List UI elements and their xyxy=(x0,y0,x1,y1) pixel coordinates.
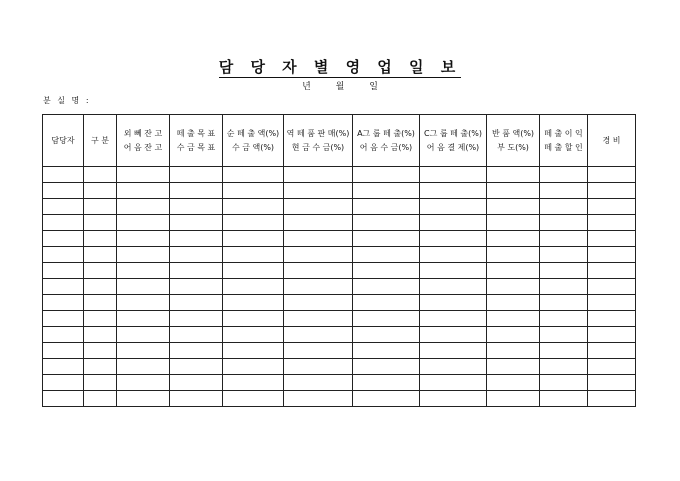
header-net-sales-line1: 순 떼 출 액(%) xyxy=(226,128,280,138)
table-cell[interactable] xyxy=(117,295,170,311)
header-product-sales xyxy=(284,115,353,167)
table-cell[interactable] xyxy=(43,183,84,199)
table-cell[interactable] xyxy=(284,391,353,407)
table-cell[interactable] xyxy=(117,231,170,247)
table-cell[interactable] xyxy=(540,391,588,407)
header-returns-line2: 부 도(%) xyxy=(497,142,529,152)
date-year-label: 년 xyxy=(302,82,311,92)
table-cell[interactable] xyxy=(43,167,84,183)
table-cell[interactable] xyxy=(540,311,588,327)
table-cell[interactable] xyxy=(284,167,353,183)
table-row xyxy=(43,199,636,215)
table-cell[interactable] xyxy=(540,247,588,263)
header-net-sales xyxy=(223,115,284,167)
table-cell[interactable] xyxy=(43,231,84,247)
table-cell[interactable] xyxy=(84,375,117,391)
table-cell[interactable] xyxy=(487,215,540,231)
table-cell[interactable] xyxy=(487,391,540,407)
table-row xyxy=(43,311,636,327)
table-cell[interactable] xyxy=(43,247,84,263)
table-cell[interactable] xyxy=(487,231,540,247)
header-targets-line1: 떼 출 목 표 xyxy=(176,128,216,138)
table-cell[interactable] xyxy=(588,391,636,407)
table-cell[interactable] xyxy=(284,311,353,327)
table-cell[interactable] xyxy=(43,359,84,375)
table-cell[interactable] xyxy=(117,343,170,359)
table-cell[interactable] xyxy=(540,295,588,311)
header-expenses xyxy=(588,115,636,167)
table-cell[interactable] xyxy=(540,199,588,215)
table-cell[interactable] xyxy=(588,295,636,311)
table-cell[interactable] xyxy=(223,183,284,199)
table-cell[interactable] xyxy=(84,359,117,375)
table-cell[interactable] xyxy=(84,247,117,263)
table-cell[interactable] xyxy=(43,311,84,327)
table-cell[interactable] xyxy=(84,311,117,327)
table-cell[interactable] xyxy=(487,343,540,359)
table-cell[interactable] xyxy=(84,167,117,183)
table-row xyxy=(43,391,636,407)
table-cell[interactable] xyxy=(284,215,353,231)
table-cell[interactable] xyxy=(43,391,84,407)
table-cell[interactable] xyxy=(588,311,636,327)
table-cell[interactable] xyxy=(43,199,84,215)
table-cell[interactable] xyxy=(588,327,636,343)
table-cell[interactable] xyxy=(284,263,353,279)
table-cell[interactable] xyxy=(588,231,636,247)
table-cell[interactable] xyxy=(284,327,353,343)
header-balances xyxy=(117,115,170,167)
table-cell[interactable] xyxy=(588,375,636,391)
header-product-sales-line2: 현 금 수 금(%) xyxy=(291,142,345,152)
table-cell[interactable] xyxy=(43,263,84,279)
table-cell[interactable] xyxy=(420,343,487,359)
table-cell[interactable] xyxy=(540,279,588,295)
table-cell[interactable] xyxy=(588,359,636,375)
table-row xyxy=(43,375,636,391)
header-profit-line1: 떼 출 이 익 xyxy=(544,128,583,138)
table-cell[interactable] xyxy=(420,311,487,327)
table-cell[interactable] xyxy=(420,183,487,199)
header-expenses-label: 경 비 xyxy=(602,135,621,145)
table-cell[interactable] xyxy=(117,311,170,327)
table-cell[interactable] xyxy=(284,343,353,359)
table-cell[interactable] xyxy=(540,215,588,231)
table-cell[interactable] xyxy=(43,279,84,295)
table-cell[interactable] xyxy=(353,231,420,247)
table-cell[interactable] xyxy=(420,167,487,183)
table-cell[interactable] xyxy=(170,199,223,215)
date-day-label: 일 xyxy=(369,82,378,92)
table-cell[interactable] xyxy=(487,247,540,263)
table-cell[interactable] xyxy=(588,263,636,279)
branch-label: 분 실 명 : xyxy=(43,96,91,105)
table-cell[interactable] xyxy=(420,375,487,391)
table-cell[interactable] xyxy=(487,263,540,279)
header-manager-label: 담당자 xyxy=(51,135,75,145)
header-profit-line2: 떼 출 할 인 xyxy=(544,142,583,152)
table-cell[interactable] xyxy=(487,279,540,295)
table-cell[interactable] xyxy=(223,295,284,311)
table-cell[interactable] xyxy=(170,231,223,247)
table-cell[interactable] xyxy=(284,199,353,215)
header-product-sales-line1: 역 떼 품 판 매(%) xyxy=(286,128,350,138)
table-cell[interactable] xyxy=(353,263,420,279)
table-cell[interactable] xyxy=(223,343,284,359)
table-cell[interactable] xyxy=(223,263,284,279)
table-cell[interactable] xyxy=(223,167,284,183)
daily-report-table xyxy=(42,114,636,407)
table-cell[interactable] xyxy=(487,183,540,199)
document-title xyxy=(0,58,680,78)
table-cell[interactable] xyxy=(420,391,487,407)
table-row xyxy=(43,279,636,295)
table-cell[interactable] xyxy=(540,359,588,375)
table-row xyxy=(43,359,636,375)
table-cell[interactable] xyxy=(588,247,636,263)
table-row xyxy=(43,343,636,359)
table-cell[interactable] xyxy=(353,183,420,199)
table-cell[interactable] xyxy=(353,247,420,263)
table-cell[interactable] xyxy=(588,215,636,231)
header-targets xyxy=(170,115,223,167)
table-row xyxy=(43,215,636,231)
table-row xyxy=(43,295,636,311)
table-cell[interactable] xyxy=(420,247,487,263)
table-cell[interactable] xyxy=(284,231,353,247)
table-cell[interactable] xyxy=(43,375,84,391)
table-cell[interactable] xyxy=(117,279,170,295)
table-cell[interactable] xyxy=(84,231,117,247)
table-cell[interactable] xyxy=(284,247,353,263)
table-cell[interactable] xyxy=(84,215,117,231)
document-title-text: 담 당 자 별 영 업 일 보 xyxy=(218,58,462,76)
date-line xyxy=(0,81,680,93)
header-returns xyxy=(487,115,540,167)
table-cell[interactable] xyxy=(284,295,353,311)
date-month-label: 월 xyxy=(335,82,345,92)
table-cell[interactable] xyxy=(353,295,420,311)
table-cell[interactable] xyxy=(170,279,223,295)
header-group-a-line1: A그 룹 떼 출(%) xyxy=(357,128,415,138)
header-profit xyxy=(540,115,588,167)
table-cell[interactable] xyxy=(117,167,170,183)
header-net-sales-line2: 수 금 액(%) xyxy=(231,142,275,152)
header-balances-line1: 외 뻬 잔 고 xyxy=(123,128,163,138)
table-cell[interactable] xyxy=(117,375,170,391)
table-cell[interactable] xyxy=(353,359,420,375)
header-category xyxy=(84,115,117,167)
table-cell[interactable] xyxy=(353,391,420,407)
table-cell[interactable] xyxy=(117,359,170,375)
table-cell[interactable] xyxy=(117,247,170,263)
table-cell[interactable] xyxy=(170,311,223,327)
table-body xyxy=(43,167,636,407)
table-cell[interactable] xyxy=(117,327,170,343)
table-cell[interactable] xyxy=(284,183,353,199)
table-cell[interactable] xyxy=(284,375,353,391)
table-cell[interactable] xyxy=(170,263,223,279)
table-cell[interactable] xyxy=(540,375,588,391)
table-cell[interactable] xyxy=(170,167,223,183)
table-cell[interactable] xyxy=(223,247,284,263)
table-cell[interactable] xyxy=(353,199,420,215)
table-row xyxy=(43,327,636,343)
table-cell[interactable] xyxy=(223,231,284,247)
table-cell[interactable] xyxy=(170,295,223,311)
table-cell[interactable] xyxy=(284,279,353,295)
table-cell[interactable] xyxy=(420,215,487,231)
header-group-a-line2: 어 음 수 금(%) xyxy=(359,142,413,152)
table-cell[interactable] xyxy=(84,343,117,359)
table-cell[interactable] xyxy=(353,167,420,183)
table-cell[interactable] xyxy=(223,375,284,391)
table-cell[interactable] xyxy=(223,359,284,375)
table-row xyxy=(43,167,636,183)
table-cell[interactable] xyxy=(170,183,223,199)
table-cell[interactable] xyxy=(540,327,588,343)
table-cell[interactable] xyxy=(353,343,420,359)
table-cell[interactable] xyxy=(420,327,487,343)
table-cell[interactable] xyxy=(84,279,117,295)
header-category-label: 구 분 xyxy=(91,135,109,145)
header-manager xyxy=(43,115,84,167)
table-cell[interactable] xyxy=(353,327,420,343)
table-cell[interactable] xyxy=(223,311,284,327)
table-cell[interactable] xyxy=(353,279,420,295)
table-cell[interactable] xyxy=(84,391,117,407)
table-cell[interactable] xyxy=(170,327,223,343)
table-cell[interactable] xyxy=(588,183,636,199)
table-cell[interactable] xyxy=(540,231,588,247)
table-cell[interactable] xyxy=(117,263,170,279)
table-cell[interactable] xyxy=(420,359,487,375)
table-cell[interactable] xyxy=(170,375,223,391)
table-cell[interactable] xyxy=(353,375,420,391)
table-cell[interactable] xyxy=(353,215,420,231)
table-cell[interactable] xyxy=(588,343,636,359)
header-targets-line2: 수 금 목 표 xyxy=(176,142,216,152)
table-cell[interactable] xyxy=(540,183,588,199)
table-cell[interactable] xyxy=(540,343,588,359)
table-cell[interactable] xyxy=(43,215,84,231)
table-cell[interactable] xyxy=(84,199,117,215)
table-cell[interactable] xyxy=(223,215,284,231)
table-cell[interactable] xyxy=(223,279,284,295)
table-cell[interactable] xyxy=(223,391,284,407)
table-cell[interactable] xyxy=(487,199,540,215)
table-cell[interactable] xyxy=(170,343,223,359)
table-row xyxy=(43,247,636,263)
table-cell[interactable] xyxy=(84,295,117,311)
header-returns-line1: 반 품 액(%) xyxy=(491,128,535,138)
header-group-a xyxy=(353,115,420,167)
table-cell[interactable] xyxy=(117,199,170,215)
table-cell[interactable] xyxy=(487,311,540,327)
table-cell[interactable] xyxy=(420,279,487,295)
table-cell[interactable] xyxy=(540,263,588,279)
table-cell[interactable] xyxy=(84,263,117,279)
table-cell[interactable] xyxy=(353,311,420,327)
table-cell[interactable] xyxy=(170,247,223,263)
table-cell[interactable] xyxy=(588,167,636,183)
table-cell[interactable] xyxy=(84,327,117,343)
table-cell[interactable] xyxy=(487,167,540,183)
table-cell[interactable] xyxy=(540,167,588,183)
table-cell[interactable] xyxy=(117,183,170,199)
table-cell[interactable] xyxy=(117,215,170,231)
header-row xyxy=(43,115,636,167)
table-cell[interactable] xyxy=(170,391,223,407)
table-cell[interactable] xyxy=(420,231,487,247)
header-group-c-line1: C그 룹 떼 출(%) xyxy=(424,128,482,138)
table-cell[interactable] xyxy=(487,327,540,343)
table-cell[interactable] xyxy=(588,279,636,295)
table-cell[interactable] xyxy=(223,327,284,343)
header-group-c-line2: 어 음 결 제(%) xyxy=(426,142,480,152)
table-cell[interactable] xyxy=(420,263,487,279)
table-cell[interactable] xyxy=(43,295,84,311)
table-cell[interactable] xyxy=(487,359,540,375)
header-balances-line2: 어 음 잔 고 xyxy=(123,142,163,152)
table-cell[interactable] xyxy=(117,391,170,407)
table-cell[interactable] xyxy=(420,295,487,311)
table-row xyxy=(43,231,636,247)
table-cell[interactable] xyxy=(223,199,284,215)
table-cell[interactable] xyxy=(170,359,223,375)
table-cell[interactable] xyxy=(43,327,84,343)
table-cell[interactable] xyxy=(284,359,353,375)
table-cell[interactable] xyxy=(487,375,540,391)
header-group-c xyxy=(420,115,487,167)
table-cell[interactable] xyxy=(487,295,540,311)
table-cell[interactable] xyxy=(420,199,487,215)
table-cell[interactable] xyxy=(43,343,84,359)
table-row xyxy=(43,263,636,279)
table-cell[interactable] xyxy=(588,199,636,215)
table-cell[interactable] xyxy=(84,183,117,199)
table-cell[interactable] xyxy=(170,215,223,231)
table-row xyxy=(43,183,636,199)
